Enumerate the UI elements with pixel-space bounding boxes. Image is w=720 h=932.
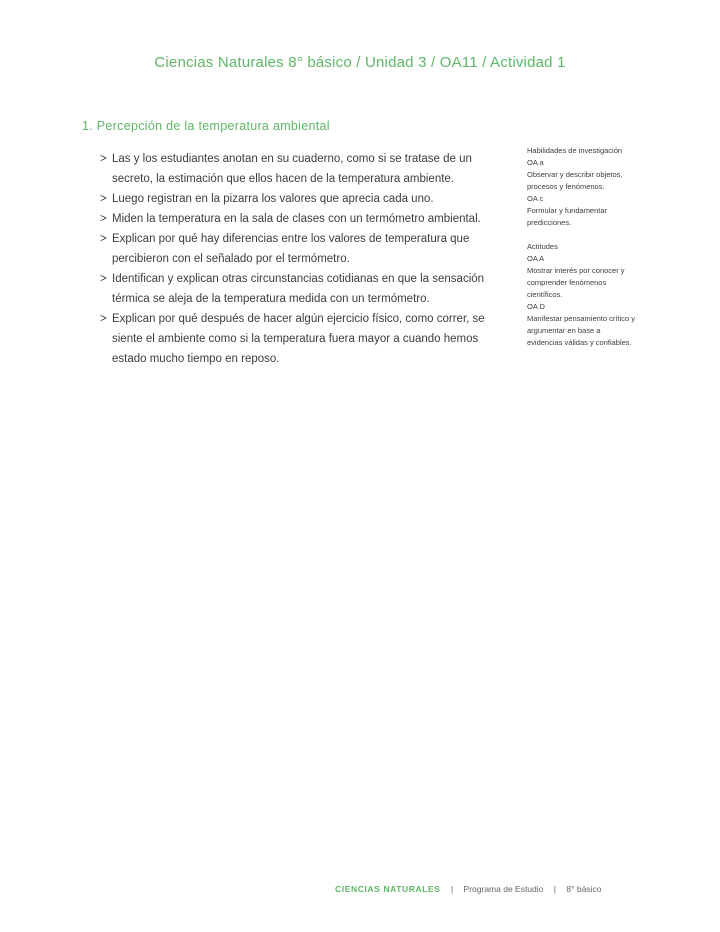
bullet-text: Las y los estudiantes anotan en su cuaderno, como si se tratase de un secreto, la estimación que ellos hacen de la temperatura ambiente. [112, 153, 472, 185]
bullet-item [100, 269, 492, 309]
bullet-item [100, 309, 492, 369]
sidebar-section-title: Habilidades de investigación [527, 146, 623, 155]
bullet-marker: > [100, 193, 107, 205]
oa-code: OA D [527, 302, 545, 311]
bullet-marker: > [100, 233, 107, 245]
bullet-marker: > [100, 153, 107, 165]
sidebar-oa-item [527, 157, 635, 193]
footer [335, 883, 601, 895]
footer-program: Programa de Estudio [463, 884, 544, 894]
bullet-item [100, 189, 492, 209]
sidebar-oa-item [527, 301, 635, 349]
bullet-marker: > [100, 273, 107, 285]
page-title: Ciencias Naturales 8° básico / Unidad 3 / OA11 / Actividad 1 [154, 54, 566, 71]
oa-text: Observar y describir objetos, procesos y fenómenos. [527, 170, 623, 191]
oa-code: OA a [527, 158, 544, 167]
sidebar-oa-item [527, 253, 635, 301]
sidebar-section-actitudes [527, 241, 635, 349]
footer-brand: CIENCIAS NATURALES [335, 884, 441, 894]
sidebar-oa-item [527, 193, 635, 229]
bullet-marker: > [100, 213, 107, 225]
bullet-item [100, 229, 492, 269]
bullet-text: Luego registran en la pizarra los valores que aprecia cada uno. [112, 193, 434, 205]
footer-grade: 8° básico [566, 884, 602, 894]
sidebar-objectives [527, 145, 635, 349]
oa-text: Mostrar interés por conocer y comprender fenómenos científicos. [527, 266, 625, 299]
oa-code: OA A [527, 254, 545, 263]
footer-separator: | [450, 884, 454, 894]
oa-code: OA c [527, 194, 544, 203]
oa-text: Manifestar pensamiento crítico y argumentar en base a evidencias válidas y confiables. [527, 314, 635, 347]
bullet-text: Identifican y explican otras circunstancias cotidianas en que la sensación térmica se aleja de la temperatura medida con un termómetro. [112, 273, 485, 305]
bullet-text: Miden la temperatura en la sala de clases con un termómetro ambiental. [112, 213, 481, 225]
activity-bullet-list [100, 149, 492, 369]
oa-text: Formular y fundamentar predicciones. [527, 206, 608, 227]
sidebar-section-title: Actitudes [527, 242, 558, 251]
bullet-text: Explican por qué hay diferencias entre los valores de temperatura que percibieron con el señalado por el termómetro. [112, 233, 470, 265]
bullet-marker: > [100, 313, 107, 325]
footer-separator: | [553, 884, 556, 894]
sidebar-section-habilidades [527, 145, 635, 229]
bullet-text: Explican por qué después de hacer algún ejercicio físico, como correr, se siente el ambiente como si la temperatura fuera mayor a cuando hemos estado mucho tiempo en reposo. [112, 313, 485, 365]
section-heading: 1. Percepción de la temperatura ambiental [82, 119, 330, 133]
bullet-item [100, 209, 492, 229]
bullet-item [100, 149, 492, 189]
